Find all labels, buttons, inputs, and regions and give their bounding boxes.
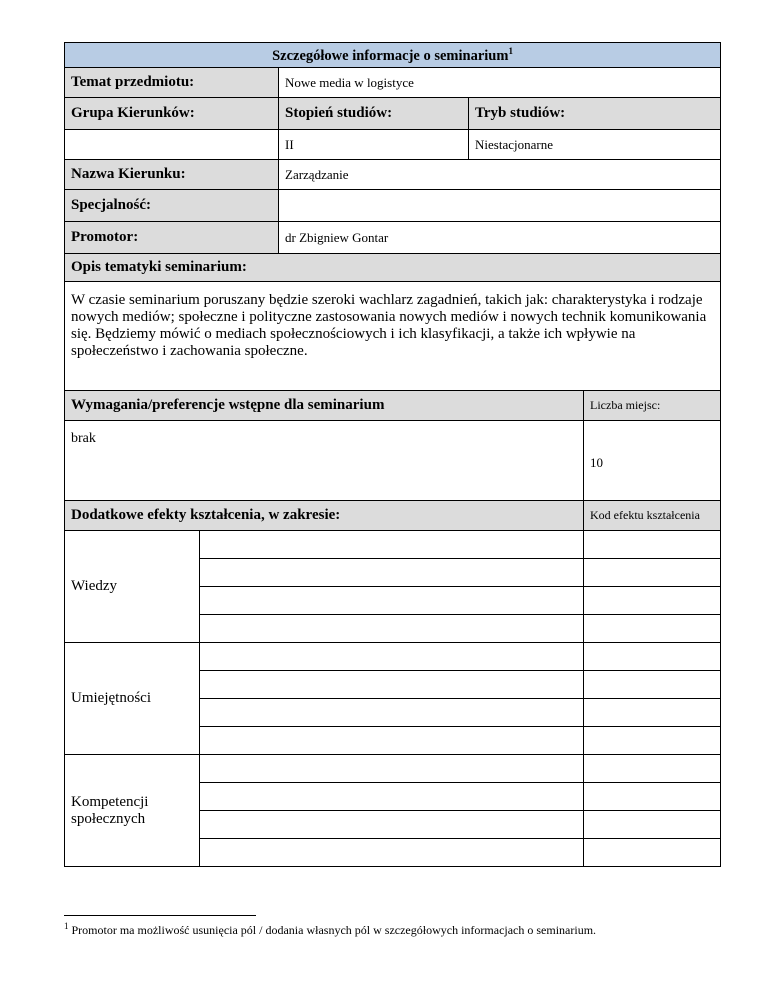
skills-code-3 bbox=[584, 699, 721, 727]
competences-outcome-4 bbox=[200, 839, 584, 867]
knowledge-code-3 bbox=[584, 587, 721, 615]
footnote-number: 1 bbox=[64, 921, 69, 931]
competences-outcome-1 bbox=[200, 755, 584, 783]
mode-label: Tryb studiów: bbox=[469, 98, 721, 130]
skills-code-4 bbox=[584, 727, 721, 755]
group-value bbox=[65, 130, 279, 160]
description-row bbox=[65, 282, 721, 391]
seminar-form bbox=[64, 42, 720, 867]
group-values-row bbox=[65, 130, 721, 160]
topic-row bbox=[65, 68, 721, 98]
requirements-row bbox=[65, 421, 721, 501]
knowledge-outcome-4 bbox=[200, 615, 584, 643]
specialization-value bbox=[279, 190, 721, 222]
form-title-text: Szczegółowe informacje o seminarium bbox=[272, 47, 509, 64]
seminar-details-table bbox=[64, 42, 721, 867]
promoter-label: Promotor: bbox=[65, 222, 279, 254]
category-competences: Kompetencji społecznych bbox=[65, 755, 200, 867]
field-value: Zarządzanie bbox=[279, 160, 721, 190]
knowledge-row-1 bbox=[65, 531, 721, 559]
degree-value: II bbox=[279, 130, 469, 160]
places-label: Liczba miejsc: bbox=[584, 391, 721, 421]
code-label: Kod efektu kształcenia bbox=[584, 501, 721, 531]
footnote bbox=[64, 921, 596, 938]
skills-outcome-1 bbox=[200, 643, 584, 671]
group-header-row bbox=[65, 98, 721, 130]
description-header-row bbox=[65, 254, 721, 282]
category-skills: Umiejętności bbox=[65, 643, 200, 755]
competences-code-3 bbox=[584, 811, 721, 839]
competences-code-1 bbox=[584, 755, 721, 783]
skills-code-1 bbox=[584, 643, 721, 671]
promoter-value: dr Zbigniew Gontar bbox=[279, 222, 721, 254]
places-value: 10 bbox=[584, 421, 721, 501]
competences-row-1 bbox=[65, 755, 721, 783]
knowledge-code-4 bbox=[584, 615, 721, 643]
promoter-row bbox=[65, 222, 721, 254]
requirements-value: brak bbox=[65, 421, 584, 501]
knowledge-outcome-1 bbox=[200, 531, 584, 559]
group-label: Grupa Kierunków: bbox=[65, 98, 279, 130]
requirements-label: Wymagania/preferencje wstępne dla seminarium bbox=[65, 391, 584, 421]
mode-value: Niestacjonarne bbox=[469, 130, 721, 160]
skills-outcome-2 bbox=[200, 671, 584, 699]
competences-outcome-3 bbox=[200, 811, 584, 839]
field-label: Nazwa Kierunku: bbox=[65, 160, 279, 190]
requirements-header-row bbox=[65, 391, 721, 421]
knowledge-outcome-2 bbox=[200, 559, 584, 587]
outcomes-header-row bbox=[65, 501, 721, 531]
degree-label: Stopień studiów: bbox=[279, 98, 469, 130]
outcomes-label: Dodatkowe efekty kształcenia, w zakresie: bbox=[65, 501, 584, 531]
skills-outcome-3 bbox=[200, 699, 584, 727]
knowledge-code-2 bbox=[584, 559, 721, 587]
category-knowledge: Wiedzy bbox=[65, 531, 200, 643]
competences-code-2 bbox=[584, 783, 721, 811]
footnote-text: Promotor ma możliwość usunięcia pól / dodania własnych pól w szczegółowych informacjach o seminarium. bbox=[71, 923, 597, 937]
specialization-label: Specjalność: bbox=[65, 190, 279, 222]
knowledge-outcome-3 bbox=[200, 587, 584, 615]
competences-code-4 bbox=[584, 839, 721, 867]
topic-label: Temat przedmiotu: bbox=[65, 68, 279, 98]
footnote-separator bbox=[64, 915, 256, 916]
specialization-row bbox=[65, 190, 721, 222]
skills-code-2 bbox=[584, 671, 721, 699]
topic-value: Nowe media w logistyce bbox=[279, 68, 721, 98]
skills-row-1 bbox=[65, 643, 721, 671]
form-title bbox=[65, 43, 721, 68]
description-text: W czasie seminarium poruszany będzie szeroki wachlarz zagadnień, takich jak: charakterystyka i rodzaje nowych mediów; społeczne i polityczne zastosowania nowych mediów i nowych technik komunikowania się. Będziemy mówić o mediach społecznościowych i ich klasyfikacji, a także ich wpływie na społeczeństwo i zachowania społeczne. bbox=[65, 282, 721, 391]
title-footnote-ref: 1 bbox=[508, 45, 513, 56]
title-row bbox=[65, 43, 721, 68]
description-label: Opis tematyki seminarium: bbox=[65, 254, 721, 282]
skills-outcome-4 bbox=[200, 727, 584, 755]
competences-outcome-2 bbox=[200, 783, 584, 811]
field-row bbox=[65, 160, 721, 190]
knowledge-code-1 bbox=[584, 531, 721, 559]
